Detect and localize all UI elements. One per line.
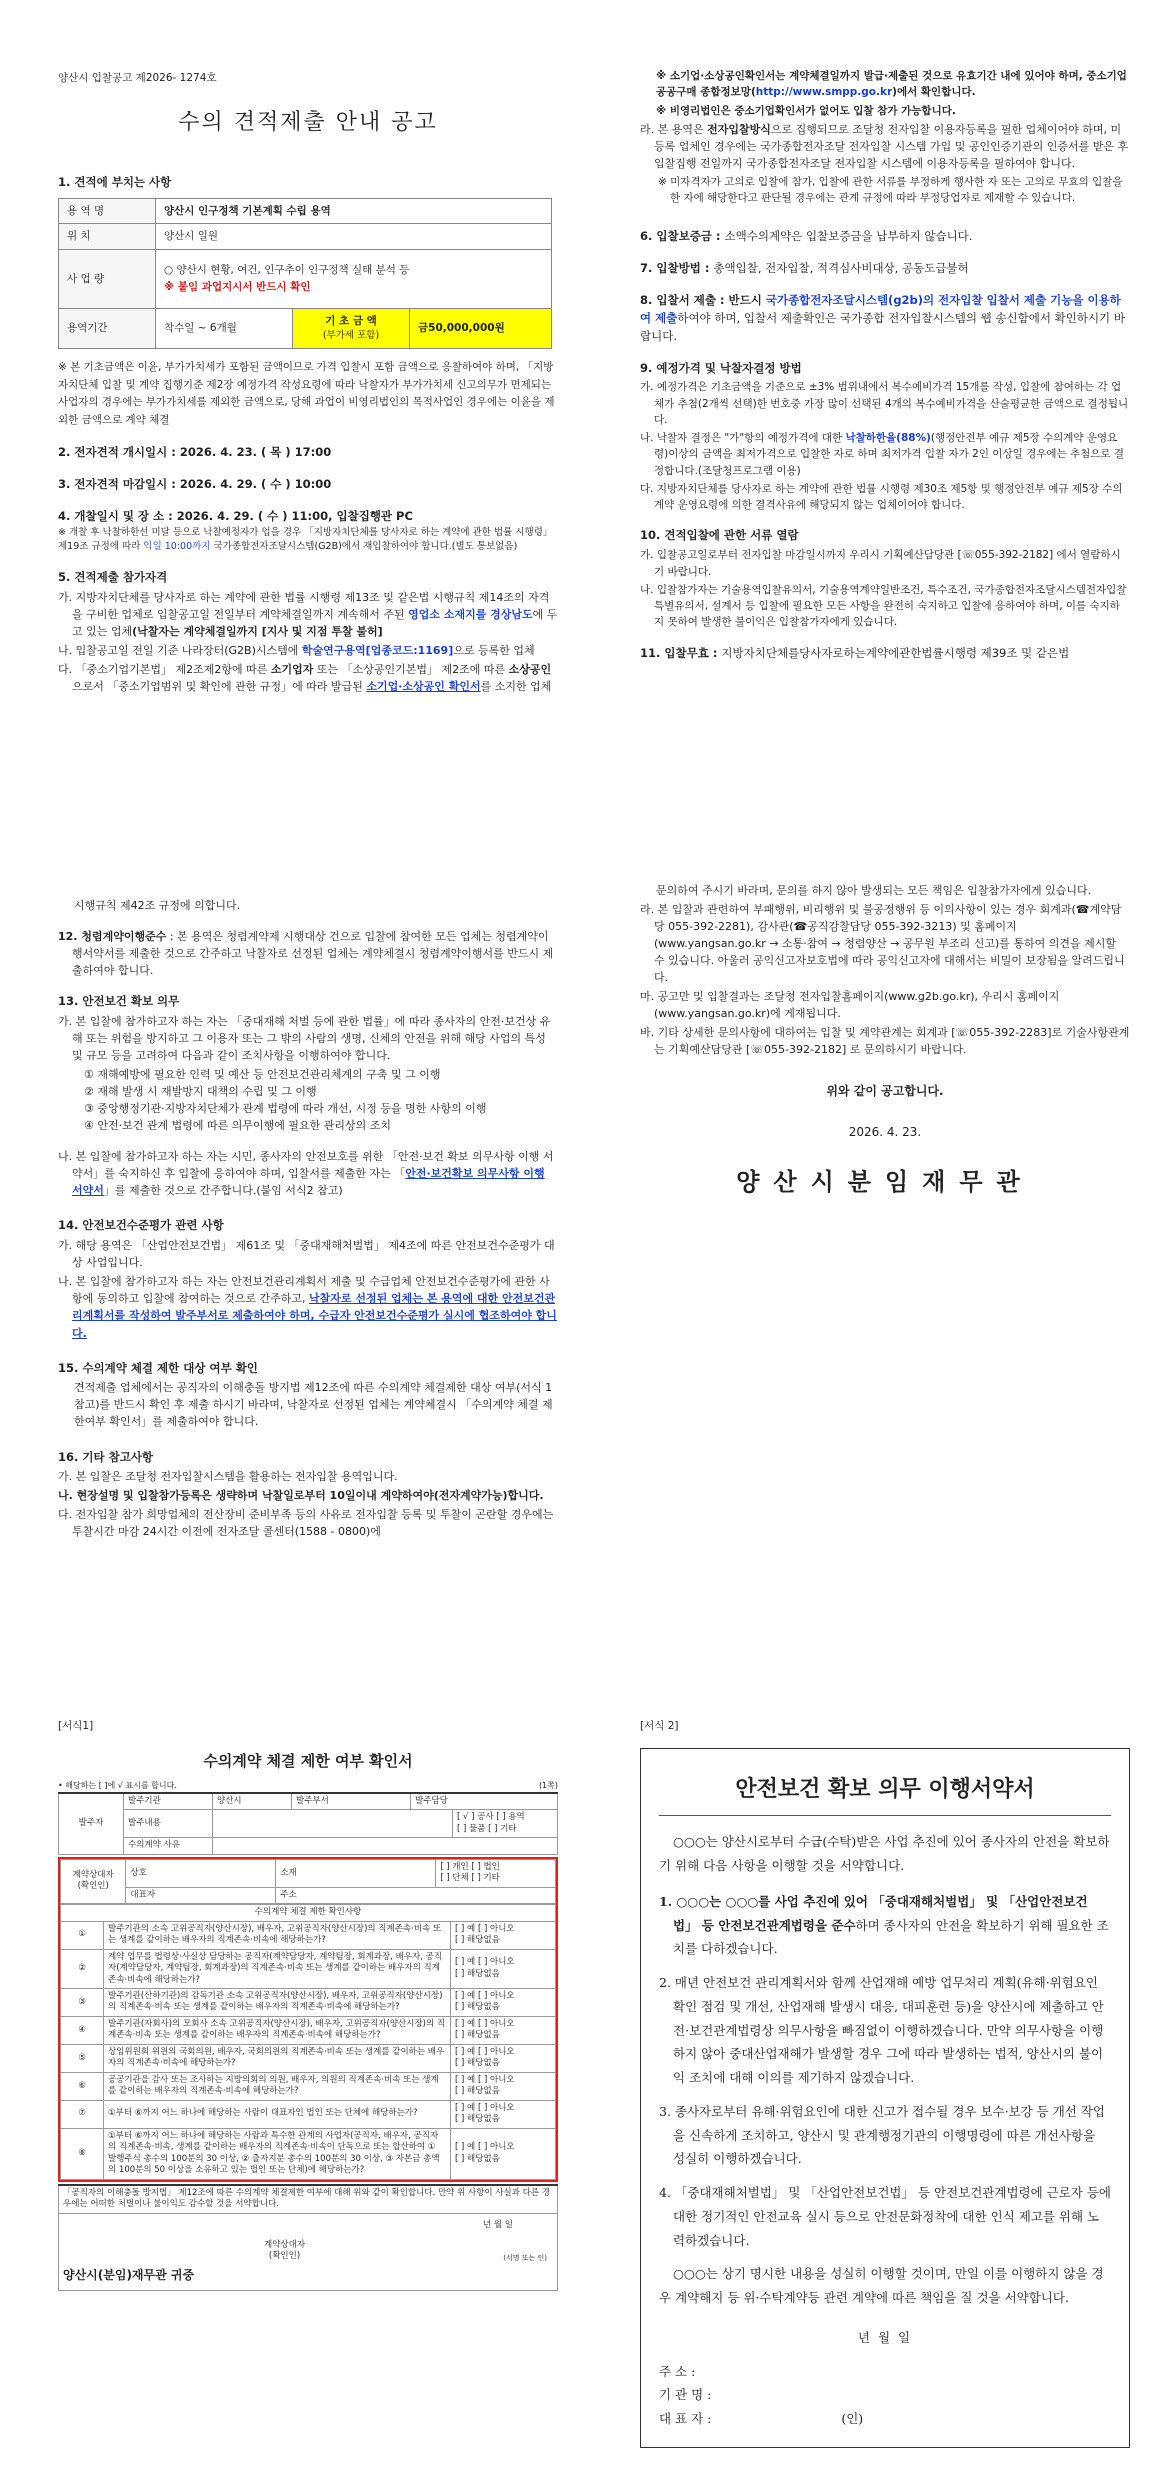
section-8: 8. 입찰서 제출 : 반드시 국가종합전자조달시스템(g2b)의 전자입찰 입찰서 제출 기능을 이용하여 제출하여야 하며, 입찰서 제출확인은 국가종합 전자입찰시스템의 웹 송신함에서 확인하시기 바랍니다. [640,293,1125,343]
label-project-name: 용 역 명 [59,199,156,224]
row-option-yes-no[interactable]: [ ] 예 [ ] 아니오 [455,2074,515,2085]
section-5-title: 5. 견적제출 참가자격 [58,569,168,584]
list-item: ③ 중앙행정기관·지방자치단체가 관계 법령에 따라 개선, 시정 등을 명한 사항의 이행 [84,1102,487,1116]
section-13-ga: 가. 본 입찰에 참가하고자 하는 자는 「중대재해 처벌 등에 관한 법률」에 따라 종사자의 안전·보건상 유해 또는 위험을 방지하고 그 이용자 또는 그 밖의 사람의 생명, 신체의 안전을 위해 해당 사업의 특성 및 규모 등을 고려하여 다음과 같이 조치사항을 이행하여야 합니다. [58,1015,551,1063]
section-11: 11. 입찰무효 : 지방자치단체를당사자로하는계약에관한법률시행령 제39조 및 같은법 [640,645,1070,660]
form2-title: 안전보건 확보 의무 이행서약서 [659,1773,1111,1816]
row-number: ① [61,1921,104,1949]
form1-date: 년 월 일 [482,2219,513,2230]
value-base-price: 금50,000,000원 [410,308,552,348]
table-row [61,2100,556,2128]
section-12: 12. 청렴계약이행준수 : 본 용역은 청렴계약제 시행대상 건으로 입찰에 참여한 모든 업체는 청렴계약이행서약서를 제출한 것으로 간주하고 낙찰자로 선정된 업체는 계약체결시 청렴계약이행서를 반드시 제출하여야 합니다. [58,930,554,978]
form2 [640,1718,1130,2448]
label-period: 용역기간 [59,308,156,348]
form1-footer-table [58,2184,558,2291]
row-number: ② [61,1949,104,1988]
form2-item-3: 3. 종사자로부터 유해·위험요인에 대한 신고가 접수될 경우 보수·보강 등 개선 작업을 신속하게 조치하고, 양산시 및 관계행정기관의 이행명령에 따른 개선사항을 성실히 이행하겠습니다. [659,2103,1106,2167]
label-location: 위 치 [59,224,156,249]
section-16-da: 다. 전자입찰 참가 희망업체의 전산장비 준비부족 등의 사유로 전자입찰 등록 및 투찰이 곤란할 경우에는 투찰시간 마감 24시간 이전에 전자조달 콜센터(1588 - 0800)에 [58,1508,554,1539]
section-5-ga: 가. 지방자치단체를 당사자로 하는 계약에 관한 법률 시행령 제13조 및 같은법 시행규칙 제14조의 자격을 구비한 업체로 입찰공고일 전일부터 계약체결일까지 계속해서 주된 영업소 소재지를 경상남도에 두고 있는 업체(낙찰자는 계약체결일까지 [지사 및 지점 투찰 불허] [58,590,558,638]
row-number: ⑤ [61,2044,104,2072]
party-type-1[interactable]: [ ] 개인 [ ] 법인 [440,1861,500,1872]
list-item: ① 재해예방에 필요한 인력 및 예산 등 안전보건관리체계의 구축 및 그 이행 [84,1068,441,1082]
row-question: 공공기관을 감사 또는 조사하는 지방의회의 의원, 배우자, 의원의 직계존속·비속 또는 생계를 같이하는 배우자의 직계존속·비속에 해당하는가? [104,2072,451,2100]
row-option-na[interactable]: [ ] 해당없음 [455,2058,500,2069]
project-table [58,198,552,349]
section-6: 6. 입찰보증금 : 소액수의계약은 입찰보증금을 납부하지 않습니다. [640,229,973,244]
form2-date: 년 월 일 [857,2329,913,2345]
section-10-na: 나. 입찰참가자는 기술용역입찰유의서, 기술용역계약일반조건, 특수조건, 국가종합전자조달시스템전자입찰특별유의서, 설계서 등 입찰에 필요한 모든 사항을 완전히 숙지하고 입찰에 응하여야 하며, 이를 숙지하지 못하여 발생한 불이익은 입찰참가자에게 있습니다. [640,583,1127,629]
row-option-na[interactable]: [ ] 해당없음 [455,2114,500,2125]
section-5-da: 다. 「중소기업기본법」 제2조제2항에 따른 소기업자 또는 「소상공인기본법」 제2조에 따른 소상공인으로서 「중소기업범위 및 확인에 관한 규정」에 따라 발급된 소기업·소상공인 확인서를 소지한 업체 [58,662,552,693]
signer-name: 양산시분임재무관 [736,1167,1034,1196]
row-question: 발주기관의 소속 고위공직자(양산시장), 배우자, 고위공직자(양산시장)의 직계존속·비속 또는 생계를 같이하는 배우자의 직계존속·비속에 해당하는가? [104,1921,451,1949]
row-question: 발주기관(산하기관)의 감독기관 소속 고위공직자(양산시장), 배우자, 고위공직자(양산시장)의 직계존속·비속 또는 생계를 같이하는 배우자의 직계존속·비속에 해당하는가? [104,1989,451,2017]
section-14-ga: 가. 해당 용역은 「산업안전보건법」 제61조 및 「중대재해처벌법」 제4조에 따른 안전보건수준평가 대상 사업입니다. [58,1239,555,1270]
page2-left [58,895,558,1543]
form1 [58,1718,558,2291]
table-row [61,2016,556,2044]
table-row [61,2044,556,2072]
section-10-title: 10. 견적입찰에 관한 서류 열람 [640,528,799,543]
note-small-biz-cert: ※ 소기업·소상공인확인서는 계약체결일까지 발급·제출된 것으로 유효기간 내에 있어야 하며, 중소기업 공공구매 종합정보망(http://www.smpp.go.kr)에서 확인합니다. [656,70,1127,99]
label-overview: 사 업 량 [59,249,156,308]
row-option-na[interactable]: [ ] 해당없음 [455,2002,500,2013]
value-period: 착수일 ~ 6개월 [156,308,293,348]
form1-sign-party-2: (확인인) [268,2250,301,2261]
row-question: ①부터 ⑥까지 어느 하나에 해당하는 사람이 대표자인 법인 또는 단체에 해당하는가? [104,2100,451,2128]
table-row [61,1949,556,1988]
section-10-ga: 가. 입찰공고일로부터 전자입찰 마감일시까지 우리시 기획예산담당관 [☏055-392-2182] 에서 열람하시기 바랍니다. [640,549,1121,578]
order-content-label: 발주내용 [124,1810,213,1838]
page2-right [640,880,1130,1201]
form1-header-table [58,1792,558,1855]
value-project-name: 양산시 인구정책 기본계획 수립 용역 [156,199,552,224]
form2-outro: ○○○는 상기 명시한 내용을 성실히 이행할 것이며, 만일 이를 이행하지 않을 경우 계약해지 등 위·수탁계약등 관련 계약에 따른 책임을 질 것을 서약합니다. [659,2266,1104,2306]
form2-label: [서식 2] [640,1720,679,1732]
form1-topline [58,1780,558,1792]
row-number: ④ [61,2016,104,2044]
table-row [61,1921,556,1949]
row-option-yes-no[interactable]: [ ] 예 [ ] 아니오 [455,1923,515,1934]
announce-date: 2026. 4. 23. [848,1125,922,1140]
row-question: 상임위원회 위원의 국회의원, 배우자, 국회의원의 직계존속·비속 또는 생계를 같이하는 배우자의 직계존속·비속에 해당하는가? [104,2044,451,2072]
form1-page-no: (1쪽) [538,1780,558,1790]
form1-sign-mark: (서명 또는 인) [503,2253,547,2262]
section-9-ga: 가. 예정가격은 기초금액을 기준으로 ±3% 범위내에서 복수예비가격 15개를 작성, 입찰에 참여하는 각 업체가 추첨(2개씩 선택)한 번호중 가장 많이 선택된 4개의 복수예비가격을 산술평균한 금액으로 결정됩니다. [640,381,1129,426]
contract-type-1[interactable]: [ √ ] 공사 [ ] 용역 [457,1812,525,1823]
row-option-yes-no[interactable]: [ ] 예 [ ] 아니오 [455,2142,515,2153]
row-option-yes-no[interactable]: [ ] 예 [ ] 아니오 [455,2102,515,2113]
row-option-na[interactable]: [ ] 해당없음 [455,1968,500,1979]
orderer-person-label: 발주담당 [411,1793,558,1810]
section-ra-note: ※ 미자격자가 고의로 입찰에 참가, 입찰에 관한 서류를 부정하게 행사한 자 또는 고의로 무효의 입찰을 한 자에 해당한다고 판단될 경우에는 관계 규정에 따라 부정당업자로 제재할 수 있습니다. [658,175,1123,205]
check-table-title: 수의계약 체결 제한 확인사항 [61,1905,556,1921]
reason-label: 수의계약 사유 [124,1838,213,1854]
row-option-yes-no[interactable]: [ ] 예 [ ] 아니오 [455,1991,515,2001]
row-question: ①부터 ⑥까지 어느 하나에 해당하는 사람과 특수한 관계의 사업자(공직자, 배우자, 공직자의 직계존속·비속, 생계를 같이하는 배우자의 직계존속·비속이 단독으로 또는 합산하여 ① 발행주식 총수의 100분의 30 이상, ② 출자지분 총수의 100분의 30 이상, ③ 자본금 총액의 100분의 50 이상을 소유하고 있는 법인 또는 단체)에 해당하는가? [104,2128,451,2179]
form1-party-table [60,1859,556,1904]
row-option-na[interactable]: [ ] 해당없음 [455,2153,500,2164]
form1-title: 수의계약 체결 제한 여부 확인서 [203,1752,413,1771]
form2-addr: 주 소 : [659,2363,696,2379]
label-base-price: 기 초 금 액 [325,314,377,327]
section-4: 4. 개찰일시 및 장 소 : 2026. 4. 29. ( 수 ) 11:00, 입찰집행관 PC [58,508,413,523]
section-ra: 라. 본 용역은 전자입찰방식으로 집행되므로 조달청 전자입찰 이용자등록을 필한 업체이어야 하며, 미등록 업체인 경우에는 국가종합전자조달 전자입찰 시스템 가입 및 공인인증기관의 인증서를 받은 후 입찰집행 전일까지 국가종합전자조달 전자입찰 시스템에 이용자등록을 필하여야 합니다. [640,122,1129,170]
party-corp-label: 상호 [126,1859,276,1887]
link-smpp[interactable]: http://www.smpp.go.kr [755,86,893,99]
form2-seal: (인) [841,2411,864,2427]
form2-rep-row [659,2407,1111,2431]
section-14-na: 나. 본 입찰에 참가하고자 하는 자는 안전보건관리계획서 제출 및 수급업체 안전보건수준평가에 관한 사항에 동의하고 입찰에 참여하는 것으로 간주하고, 낙찰자로 선정된 업체는 본 용역에 대한 안전보건관리계획서를 작성하여 발주부서로 제출하여야 하며, 수급자 안전보건수준평가 실시에 협조하여야 합니다. [58,1275,557,1340]
party-label: 계약상대자 [72,1870,114,1881]
section-1-title: 1. 견적에 부치는 사항 [58,175,172,190]
table-row [61,1989,556,2017]
row-option-na[interactable]: [ ] 해당없음 [455,2030,500,2041]
row-number: ③ [61,1989,104,2017]
orderer-label: 발주자 [59,1793,124,1854]
form2-org: 기 관 명 : [659,2387,712,2403]
section-16-ba: 바. 기타 상세한 문의사항에 대하여는 입찰 및 계약관계는 회계과 [☏055-392-2283]로 기술사항관계는 기획예산담당관 [☏055-392-2182] 로 문의하시기 바랍니다. [640,1026,1130,1057]
orderer-dept-label: 발주부서 [292,1793,411,1810]
form2-box [640,1748,1130,2448]
page-title: 수의 견적제출 안내 공고 [178,110,438,136]
party-type-2[interactable]: [ ] 단체 [ ] 기타 [440,1873,500,1884]
form1-check-table [60,1904,556,2179]
party-label-2: (확인인) [77,1881,109,1892]
section-13-items [58,1066,558,1134]
form1-label: [서식1] [58,1720,94,1732]
row-option-yes-no[interactable]: [ ] 예 [ ] 아니오 [455,1957,515,1968]
note-nonprofit: ※ 비영리법인은 중소기업확인서가 없어도 입찰 참가 가능합니다. [656,104,956,117]
section-15-text: 견적제출 업체에서는 공직자의 이해충돌 방지법 제12조에 따른 수의계약 체결제한 대상 여부(서식 1 참고)를 반드시 확인 후 제출 하시기 바라며, 낙찰자로 선정된 업체는 계약체결시 「수의계약 체결 제한여부 확인서」를 제출하여야 합니다. [74,1381,553,1429]
section-16-ra: 라. 본 입찰과 관련하여 부패행위, 비리행위 및 불공정행위 등 이의사항이 있는 경우 회계과(☎계약담당 055-392-2281), 감사관(☎공직감찰담당 055-392-3213) 및 홈페이지 (www.yangsan.go.kr → 소통·참여 → 청렴양산 → 공무원 부조리 신고)를 통하여 의견을 제시할 수 있습니다. 아울러 공익신고자보호법에 따라 공익신고자에 대해서는 비밀이 보장됨을 알려드립니다. [640,903,1125,985]
row-question: 발주기관(자회사)의 모회사 소속 고위공직자(양산시장), 배우자, 고위공직자(양산시장)의 직계존속·비속 또는 생계를 같이하는 배우자의 직계존속·비속에 해당하는가? [104,2016,451,2044]
contract-type-2[interactable]: [ ] 물품 [ ] 기타 [457,1823,517,1834]
form1-redbox [58,1857,558,2182]
section-13-na: 나. 본 입찰에 참가하고자 하는 자는 시민, 종사자의 안전보호를 위한 「안전·보건 확보 의무사항 이행 서약서」를 숙지하신 후 입찰에 응하여야 하며, 입찰서를 제출한 자는 「안전·보건확보 의무사항 이행 서약서」를 제출한 것으로 간주합니다.(붙임 서식2 참고) [58,1150,554,1198]
section-2: 2. 전자견적 개시일시 : 2026. 4. 23. ( 목 ) 17:00 [58,445,332,460]
row-option-na[interactable]: [ ] 해당없음 [455,1935,500,1946]
form2-intro: ○○○는 양산시로부터 수급(수탁)받은 사업 추진에 있어 종사자의 안전을 확보하기 위해 다음 사항을 이행할 것을 서약합니다. [659,1834,1110,1874]
form1-note: • 해당하는 [ ]에 √ 표시를 합니다. [58,1780,177,1790]
list-item: ② 재해 발생 시 재발방지 대책의 수립 및 그 이행 [84,1085,317,1099]
section-9-title: 9. 예정가격 및 낙찰자결정 방법 [640,360,802,375]
section-9-da: 다. 지방자치단체를 당사자로 하는 계약에 관한 법률 시행령 제30조 제5항 및 행정안전부 예규 제5장 수의계약 운영요령에 의한 결격사유에 해당되지 않는 업체이어야 합니다. [640,482,1123,512]
row-number: ⑥ [61,2072,104,2100]
section-16-ga: 가. 본 입찰은 조달청 전자입찰시스템을 활용하는 전자입찰 용역입니다. [58,1470,398,1484]
party-rep-label: 대표자 [126,1887,276,1903]
section-4-note: ※ 개찰 후 낙찰하한선 미달 등으로 낙찰예정자가 업을 경우 「지방자치단체를 당사자로 하는 계약에 관한 법률 시행령」 제19조 규정에 따라 익일 10:00까지 국가종합전자조달시스템(G2B)에서 재입찰하여야 합니다.(별도 통보없음) [58,526,553,553]
page1-right [640,66,1130,662]
form2-item-2: 2. 매년 안전보건 관리계획서와 함께 산업재해 예방 업무처리 계획(유해·위험요인 확인 점검 및 개선, 산업재해 발생시 대응, 대피훈련 등)을 양산시에 제출하고 안전·보건관계법령상 의무사항을 빠짐없이 이행하겠습니다. 만약 의무사항을 이행하지 않아 중대산업재해가 발생할 경우 그에 따라 발생하는 법적, 양산시의 불이익 조치에 대해 이의를 제기하지 않겠습니다. [659,1975,1104,2086]
label-base-price-sub: (부가세 포함) [322,329,380,341]
orderer-org-value: 양산시 [213,1793,292,1810]
value-location: 양산시 일원 [156,224,552,249]
section-13-title: 13. 안전보건 확보 의무 [58,994,180,1009]
section-16-title: 16. 기타 참고사항 [58,1449,154,1464]
section-5-na: 나. 입찰공고일 전일 기준 나라장터(G2B)시스템에 학술연구용역[업종코드:1169]으로 등록한 업체 [58,643,535,657]
form2-item-1: 1. ○○○는 ○○○를 사업 추진에 있어 「중대재해처벌법」 및 「산업안전보건법」 등 안전보건관계법령을 준수하며 종사자의 안전을 확보하기 위해 필요한 조치를 다하겠습니다. [659,1893,1109,1957]
row-number: ⑧ [61,2128,104,2179]
form2-rep: 대 표 자 : [659,2411,712,2427]
value-overview-1: ○ 양산시 현황, 여건, 인구추이 인구정책 실태 분석 등 [164,264,410,277]
section-16-ma: 마. 공고만 및 입찰결과는 조달청 전자입찰홈페이지(www.g2b.go.kr), 우리시 홈페이지(www.yangsan.go.kr)에 게재됩니다. [640,990,1060,1021]
table-row [61,2128,556,2179]
form1-sign-party: 계약상대자 [264,2239,306,2250]
party-addr-label: 주소 [276,1887,556,1903]
party-loc-label: 소재 [276,1859,436,1887]
note-base-price: ※ 본 기초금액은 이윤, 부가가치세가 포함된 금액이므로 가격 입찰시 포함 금액으로 응찰하여야 하며, 「지방자치단체 입찰 및 계약 집행기준 제2장 예정가격 작성요령에 따라 낙찰자가 부가가치세 신고의무가 면제되는 사업자의 경우에는 부가가치세를 제외한 금액으로, 당해 과업이 비영리법인의 목적사업인 경우에는 이윤을 제외한 금액으로 계약 체결 [58,360,555,427]
row-number: ⑦ [61,2100,104,2128]
row-option-yes-no[interactable]: [ ] 예 [ ] 아니오 [455,2018,515,2029]
section-9-na: 나. 낙찰자 결정은 "가"항의 예정가격에 대한 낙찰하한율(88%)(행정안전부 예규 제5장 수의계약 운영요령)이상의 금액을 최저가격으로 입찰한 자로 하며 최저가격 입찰 자가 2인 이상일 경우에는 추첨으로 결정합니다.(조달청프로그램 이용) [640,432,1125,477]
continuation-text: 시행규칙 제42조 규정에 의합니다. [74,899,241,912]
row-question: 계약 업무를 법령상·사실상 담당하는 공직자(계약담당자, 계약팀장, 회계과장, 배우자, 공직자(계약담당자, 계약팀장, 회계과장)의 직계존속·비속 또는 생계를 같이하는 배우자의 직계존속·비속에 해당하는가? [104,1949,451,1988]
table-row [61,2072,556,2100]
notice-number: 양산시 입찰공고 제2026- 1274호 [58,72,217,84]
section-16-na: 나. 현장설명 및 입찰참가등록은 생략하며 낙찰일로부터 10일이내 계약하여야(전자계약가능)합니다. [58,1489,544,1503]
value-overview-2: ※ 붙임 과업지시서 반드시 확인 [164,280,311,293]
form1-to: 양산시(분임)재무관 귀중 [63,2268,195,2283]
section-15-title: 15. 수의계약 체결 제한 대상 여부 확인 [58,1360,258,1375]
row-option-na[interactable]: [ ] 해당없음 [455,2086,500,2097]
list-item: ④ 안전·보건 관계 법령에 따른 의무이행에 필요한 관리상의 조치 [84,1119,391,1133]
orderer-org-label: 발주기관 [124,1793,213,1810]
form1-footer-text: 「공직자의 이해충돌 방지법」 제12조에 따른 수의계약 체결제한 여부에 대해 위와 같이 확인합니다. 만약 위 사항이 사실과 다른 경우에는 어떠한 처벌이나 불이익도 감수할 것을 서약합니다. [59,2185,558,2213]
section-3: 3. 전자견적 마감일시 : 2026. 4. 29. ( 수 ) 10:00 [58,476,332,491]
section-7: 7. 입찰방법 : 총액입찰, 전자입찰, 적격심사비대상, 공동도급불허 [640,261,969,276]
page1-left [58,70,558,697]
form2-item-4: 4. 「중대재해처벌법」 및 「산업안전보건법」 등 안전보건관계법령에 근로자 등에 대한 정기적인 안전교육 실시 등으로 안전문화정착에 대한 인식 제고를 위해 노력하겠습니다. [659,2185,1111,2248]
closing-text: 위와 같이 공고합니다. [826,1084,944,1099]
section-14-title: 14. 안전보건수준평가 관련 사항 [58,1218,224,1233]
row-option-yes-no[interactable]: [ ] 예 [ ] 아니오 [455,2046,515,2057]
continuation-text-right: 문의하여 주시기 바라며, 문의를 하지 않아 발생되는 모든 책임은 입찰참가자에게 있습니다. [656,884,1092,897]
